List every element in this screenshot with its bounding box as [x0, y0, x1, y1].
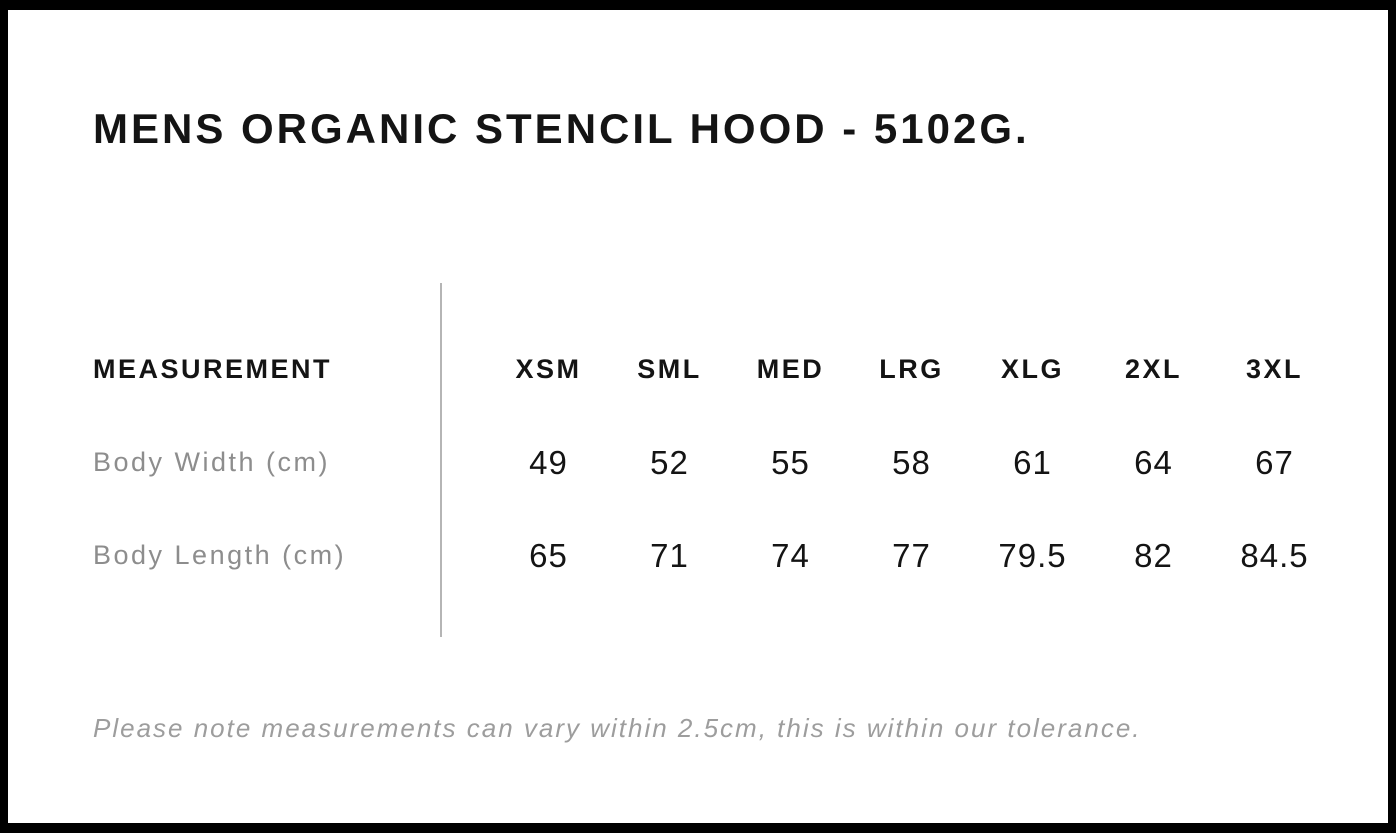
- cell-body-width-sml: 52: [650, 443, 689, 481]
- cell-body-length-3xl: 84.5: [1240, 536, 1309, 574]
- column-header-measurement: MEASUREMENT: [93, 354, 333, 384]
- cell-body-width-2xl: 64: [1134, 443, 1173, 481]
- cell-body-width-xsm: 49: [529, 443, 568, 481]
- column-header-3xl: 3XL: [1245, 354, 1304, 384]
- row-label-body-width: Body Width (cm): [93, 447, 331, 477]
- column-header-xlg: XLG: [1000, 354, 1064, 384]
- column-header-sml: SML: [637, 354, 702, 384]
- size-table: [93, 323, 1335, 602]
- column-header-med: MED: [756, 354, 825, 384]
- cell-body-length-med: 74: [771, 536, 810, 574]
- cell-body-width-lrg: 58: [892, 443, 931, 481]
- row-label-body-length: Body Length (cm): [93, 540, 347, 570]
- column-header-2xl: 2XL: [1124, 354, 1183, 384]
- cell-body-length-lrg: 77: [892, 536, 931, 574]
- tolerance-note: Please note measurements can vary within 2.5cm, this is within our tolerance.: [93, 713, 1142, 743]
- cell-body-width-3xl: 67: [1255, 443, 1294, 481]
- column-header-xsm: XSM: [515, 354, 582, 384]
- cell-body-length-xsm: 65: [529, 536, 568, 574]
- cell-body-length-xlg: 79.5: [998, 536, 1067, 574]
- cell-body-width-med: 55: [771, 443, 810, 481]
- page-title: MENS ORGANIC STENCIL HOOD - 5102G.: [93, 105, 1030, 152]
- cell-body-length-sml: 71: [650, 536, 689, 574]
- cell-body-width-xlg: 61: [1013, 443, 1052, 481]
- column-header-lrg: LRG: [879, 354, 944, 384]
- cell-body-length-2xl: 82: [1134, 536, 1173, 574]
